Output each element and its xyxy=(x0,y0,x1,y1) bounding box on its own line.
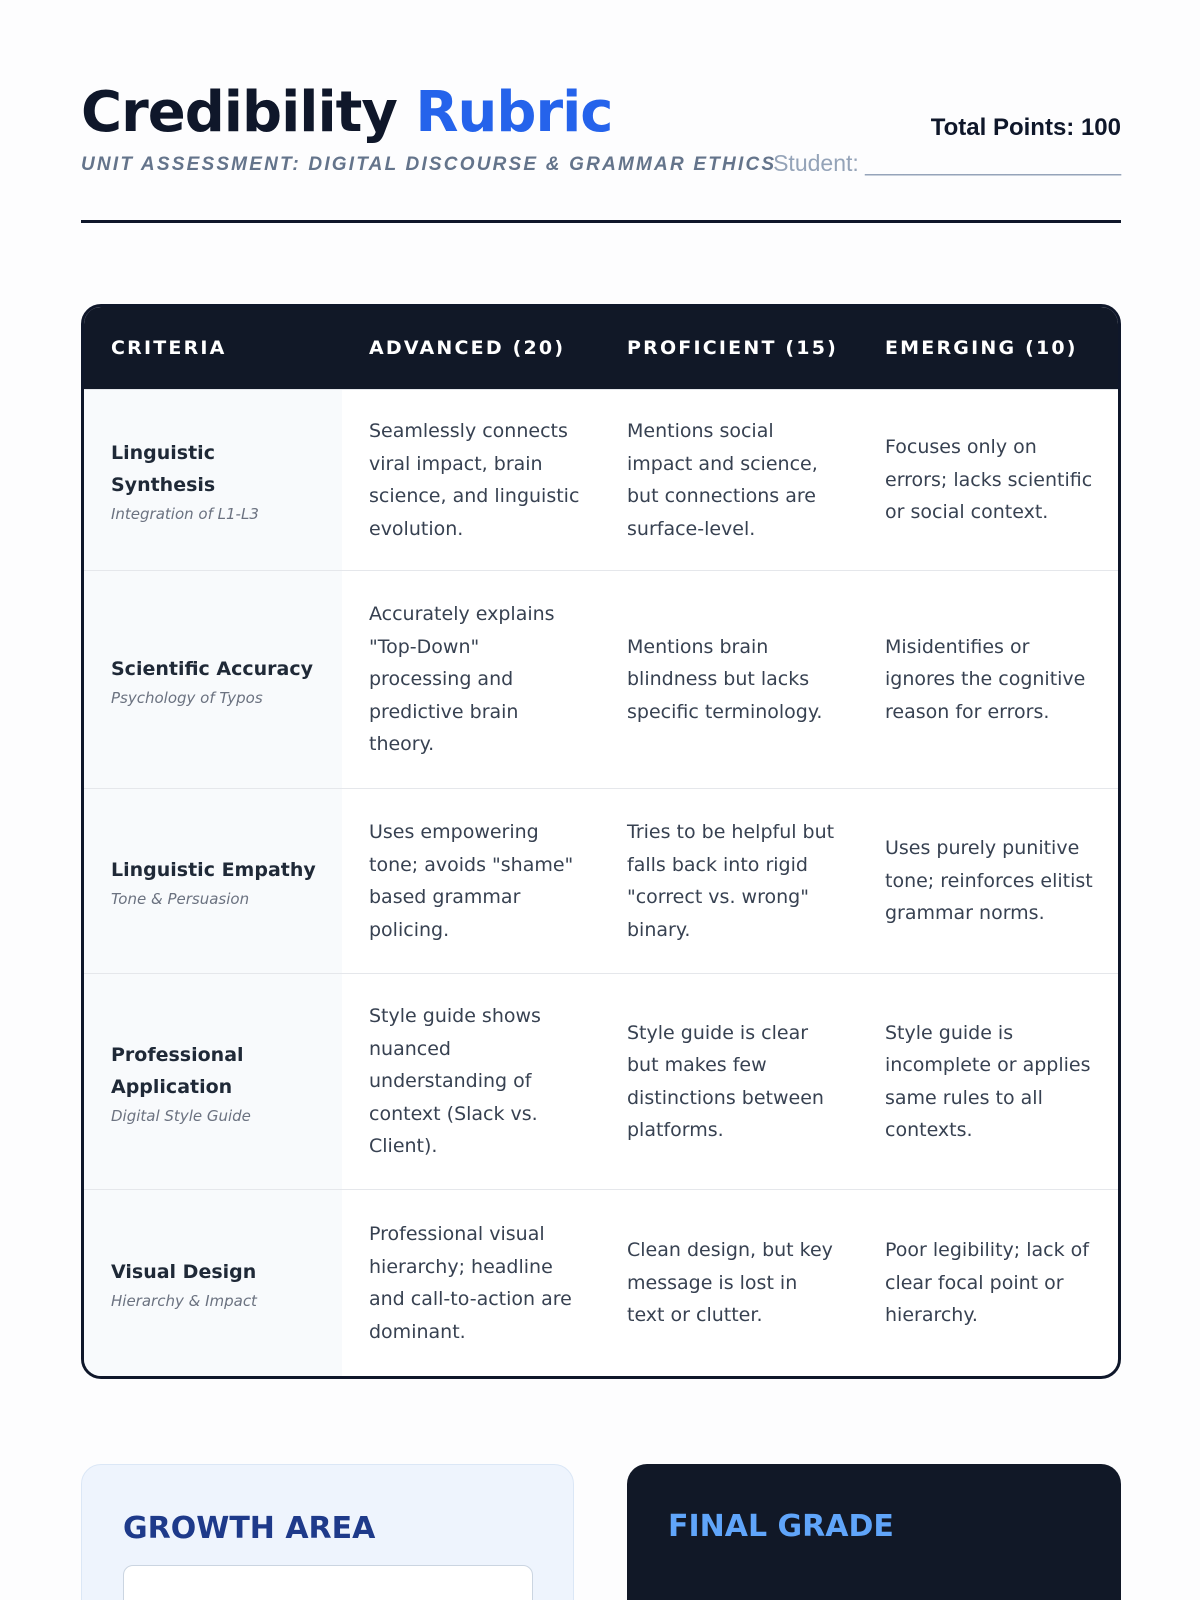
criterion-subtitle: Integration of L1-L3 xyxy=(111,505,259,523)
proficient-cell: Style guide is clear but makes few distinctions between platforms. xyxy=(627,1021,824,1141)
criterion-subtitle: Digital Style Guide xyxy=(111,1106,251,1125)
page-subtitle: UNIT ASSESSMENT: DIGITAL DISCOURSE & GRAMMAR ETHICS xyxy=(81,154,777,175)
emerging-cell: Uses purely punitive tone; reinforces elitist grammar norms. xyxy=(885,837,1093,925)
advanced-cell: Style guide shows nuanced understanding of context (Slack vs. Client). xyxy=(369,1005,541,1158)
criterion-name: Professional Application xyxy=(111,1043,244,1098)
rubric-row xyxy=(84,788,1118,973)
growth-area-title: GROWTH AREA xyxy=(123,1511,376,1546)
criterion-cell xyxy=(84,789,342,973)
student-field[interactable]: Student: ____________________ xyxy=(773,150,1121,176)
criterion-name: Linguistic Synthesis xyxy=(111,442,216,496)
advanced-cell: Professional visual hierarchy; headline and call-to-action are dominant. xyxy=(369,1223,572,1343)
proficient-cell: Mentions social impact and science, but connections are surface-level. xyxy=(627,420,818,540)
column-header-advanced: ADVANCED (20) xyxy=(369,337,566,359)
emerging-cell: Misidentifies or ignores the cognitive reason for errors. xyxy=(885,635,1086,723)
rubric-header-row xyxy=(84,307,1118,389)
page-header xyxy=(81,80,1121,223)
emerging-cell: Poor legibility; lack of clear focal point or hierarchy. xyxy=(885,1239,1089,1327)
page-title xyxy=(81,80,613,146)
criterion-cell xyxy=(84,571,342,788)
emerging-cell: Style guide is incomplete or applies same rules to all contexts. xyxy=(885,1021,1091,1141)
final-grade-title: FINAL GRADE xyxy=(668,1509,894,1544)
advanced-cell: Uses empowering tone; avoids "shame" based grammar policing. xyxy=(369,821,574,941)
criterion-subtitle: Hierarchy & Impact xyxy=(111,1292,257,1310)
growth-area-panel xyxy=(81,1464,574,1600)
criterion-name: Linguistic Empathy xyxy=(111,859,316,881)
column-header-proficient: PROFICIENT (15) xyxy=(627,337,839,359)
title-accent: Rubric xyxy=(415,80,613,145)
rubric-row xyxy=(84,389,1118,570)
rubric-table xyxy=(81,304,1121,1379)
emerging-cell: Focuses only on errors; lacks scientific or social context. xyxy=(885,436,1093,524)
column-header-criteria: CRITERIA xyxy=(111,337,227,359)
title-main: Credibility xyxy=(81,80,397,145)
criterion-subtitle: Psychology of Typos xyxy=(111,688,263,707)
proficient-cell: Tries to be helpful but falls back into rigid "correct vs. wrong" binary. xyxy=(627,821,835,941)
column-header-emerging: EMERGING (10) xyxy=(885,337,1078,359)
rubric-row xyxy=(84,570,1118,788)
criterion-cell xyxy=(84,974,342,1189)
proficient-cell: Clean design, but key message is lost in text or clutter. xyxy=(627,1239,833,1327)
rubric-row xyxy=(84,973,1118,1189)
advanced-cell: Accurately explains "Top-Down" processing and predictive brain theory. xyxy=(369,603,555,756)
criterion-cell xyxy=(84,390,342,570)
growth-area-input[interactable] xyxy=(123,1565,533,1600)
criterion-name: Scientific Accuracy xyxy=(111,657,314,680)
proficient-cell: Mentions brain blindness but lacks specific terminology. xyxy=(627,635,823,723)
criterion-cell xyxy=(84,1190,342,1376)
criterion-name: Visual Design xyxy=(111,1261,257,1283)
final-grade-panel xyxy=(627,1464,1121,1600)
criterion-subtitle: Tone & Persuasion xyxy=(111,890,250,908)
advanced-cell: Seamlessly connects viral impact, brain science, and linguistic evolution. xyxy=(369,420,580,540)
rubric-row xyxy=(84,1189,1118,1376)
total-points: Total Points: 100 xyxy=(930,114,1121,141)
